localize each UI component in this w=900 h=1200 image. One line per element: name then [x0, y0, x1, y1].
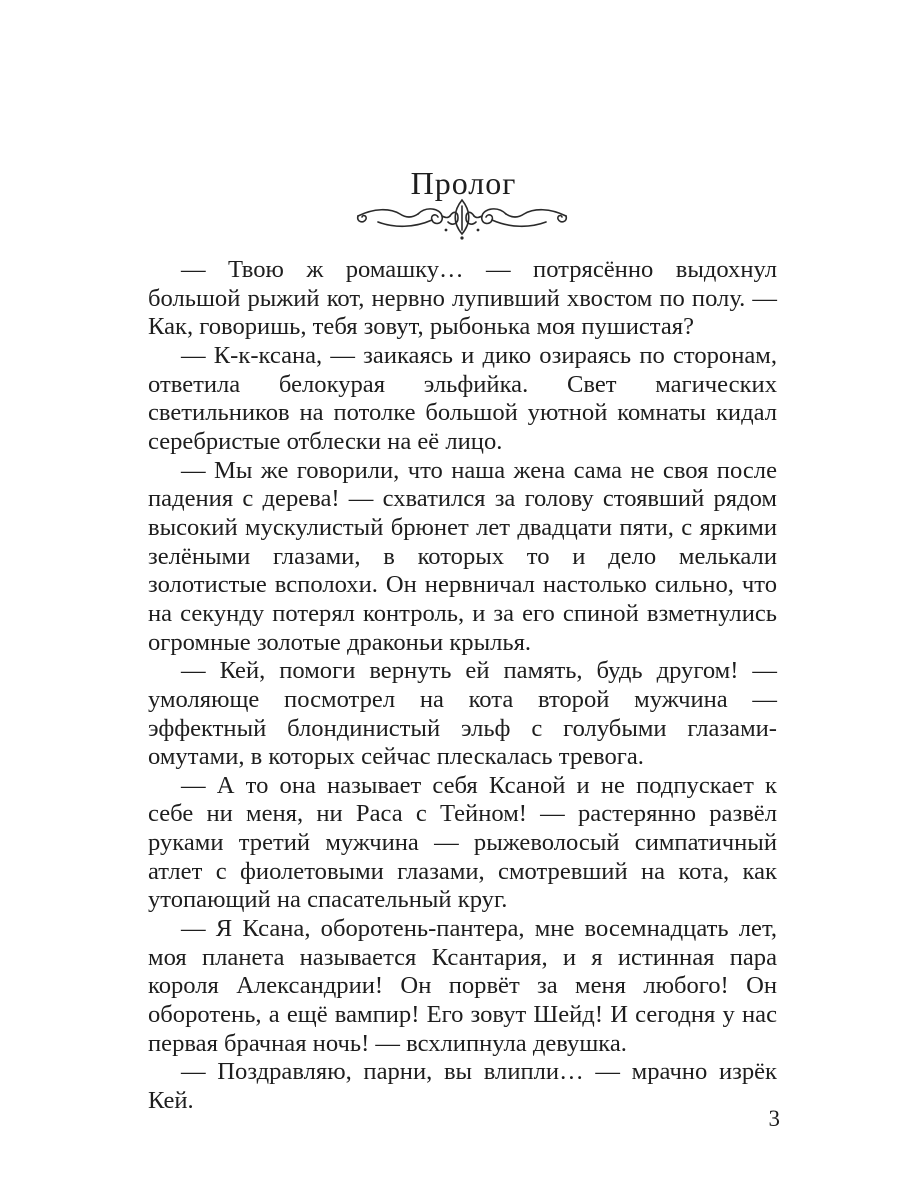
chapter-title: Пролог	[410, 165, 517, 201]
paragraph: — К-к-ксана, — заикаясь и дико озираясь по сторонам, ответила белокурая эльфийка. Свет магических светильников на потолке большой уютной комнаты кидал серебристые отблески на её лицо.	[148, 341, 777, 455]
page-number: 3	[768, 1106, 780, 1131]
flourish-divider-icon	[354, 196, 570, 240]
paragraph: — Мы же говорили, что наша жена сама не своя после падения с дерева! — схватился за голову стоявший рядом высокий мускулистый брюнет лет двадцати пяти, с яркими зелёными глазами, в которых то и дело мелькали золотистые всполохи. Он нервничал настолько сильно, что на секунду потерял контроль, и за его спиной взметнулись огромные золотые драконьи крылья.	[148, 456, 777, 656]
paragraph: — Я Ксана, оборотень-пантера, мне восемнадцать лет, моя планета называется Ксантария, и я истинная пара короля Александрии! Он порвёт за меня любого! Он оборотень, а ещё вампир! Его зовут Шейд! И сегодня у нас первая брачная ночь! — всхлипнула девушка.	[148, 915, 777, 1057]
paragraph: — Твою ж ромашку… — потрясённо выдохнул большой рыжий кот, нервно лупивший хвостом по полу. — Как, говоришь, тебя зовут, рыбонька моя пушистая?	[148, 256, 777, 341]
paragraph: — Кей, помоги вернуть ей память, будь другом! — умоляюще посмотрел на кота второй мужчина — эффектный блондинистый эльф с голубыми глазами-омутами, в которых сейчас плескалась тревога.	[148, 657, 777, 771]
paragraph: — А то она называет себя Ксаной и не подпускает к себе ни меня, ни Раса с Тейном! — растерянно развёл руками третий мужчина — рыжеволосый симпатичный атлет с фиолетовыми глазами, смотревший на кота, как утопающий на спасательный круг.	[148, 771, 777, 914]
prologue-text	[148, 256, 777, 1116]
paragraph: — Поздравляю, парни, вы влипли… — мрачно изрёк Кей.	[148, 1058, 777, 1115]
